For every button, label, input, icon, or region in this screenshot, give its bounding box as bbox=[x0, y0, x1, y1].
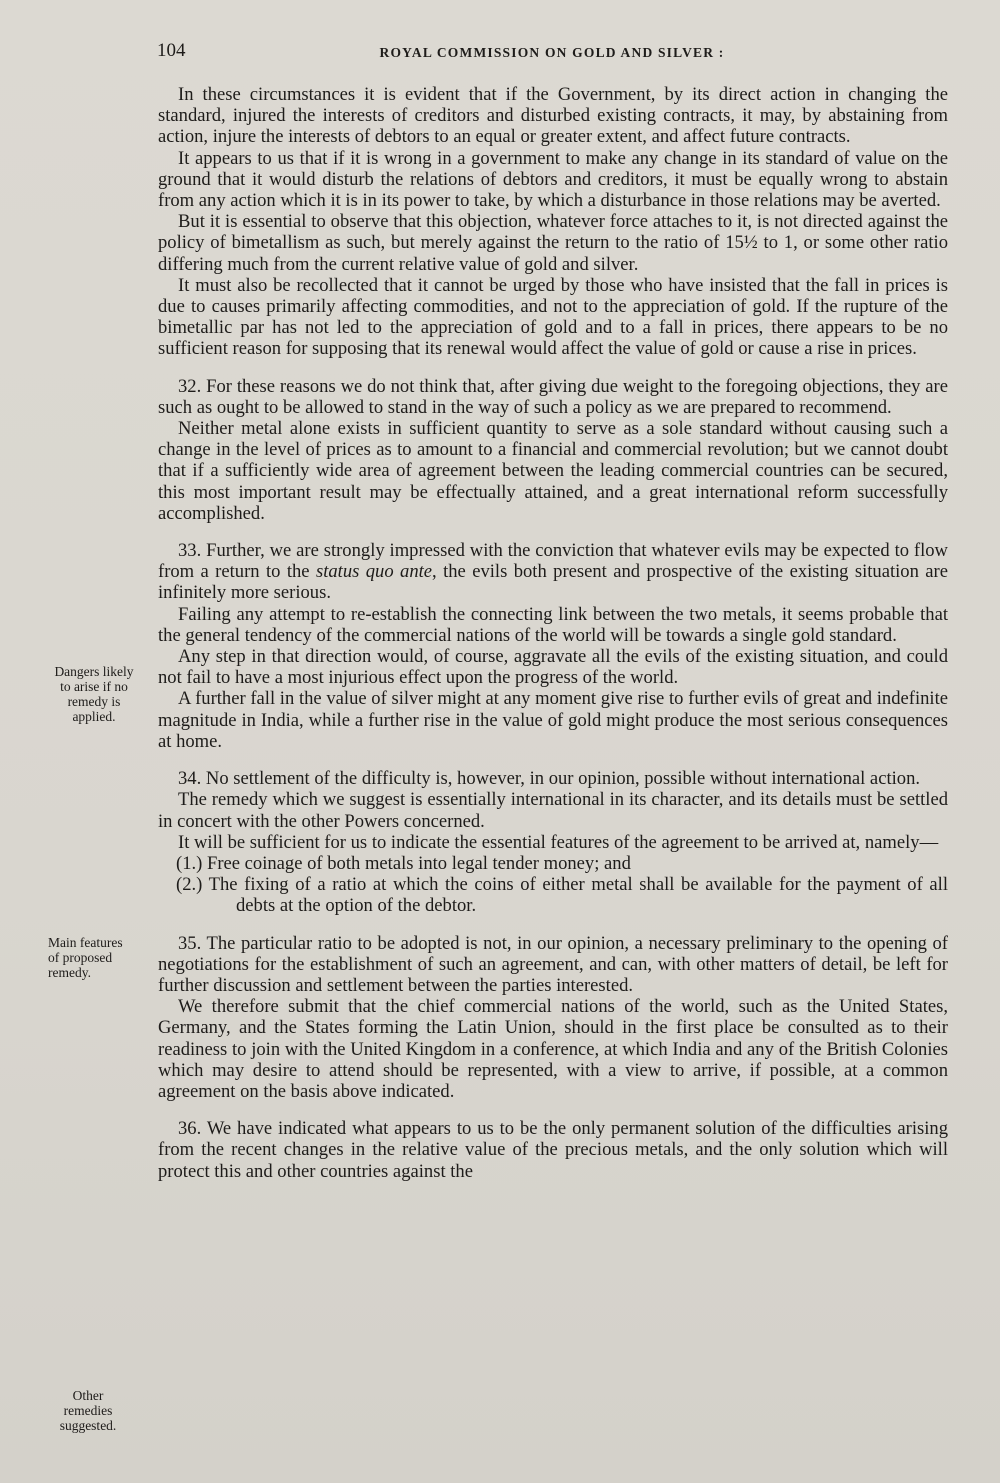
body-text bbox=[158, 84, 948, 1182]
paragraph-text: , the evils both present and prospective of the existing situation are infinitely more serious. bbox=[158, 561, 948, 604]
running-title: ROYAL COMMISSION ON GOLD AND SILVER : bbox=[379, 45, 725, 60]
paragraph-35: 35. The particular ratio to be adopted is not, in our opinion, a necessary preliminary to the opening of negotiations for the establishment of such an agreement, and can, with other matters of detail, be left for further discussion and settlement between the parties interested. bbox=[158, 932, 948, 996]
paragraph-33 bbox=[158, 540, 948, 604]
sidenote-main-features: Main features of proposed remedy. bbox=[48, 935, 123, 980]
list-item: (2.) The fixing of a ratio at which the coins of either metal shall be available for the payment of all debts at the option of the debtor. bbox=[176, 874, 948, 917]
paragraph: It must also be recollected that it cannot be urged by those who have insisted that the fall in prices is due to causes primarily affecting commodities, and not to the appreciation of gold. If the rupture of the bimetallic par has not led to the appreciation of gold and to a fall in prices, there appears to be no sufficient reason for supposing that its renewal would affect the value of gold or cause a rise in prices. bbox=[158, 274, 948, 360]
paragraph: It appears to us that if it is wrong in a government to make any change in its standard of value on the ground that it would disturb the relations of debtors and creditors, it must be equally wrong to abstain from any action which it is in its power to take, by which a disturbance in those relations may be averted. bbox=[158, 147, 948, 212]
paragraph: We therefore submit that the chief commercial nations of the world, such as the United States, Germany, and the States forming the Latin Union, should in the first place be consulted as to their readiness to join with the United Kingdom in a conference, at which India and any of the British Colonies which may desire to attend should be represented, with a view to arrive, if possible, at a common agreement on the basis above indicated. bbox=[158, 996, 948, 1102]
remedy-list bbox=[158, 853, 948, 917]
italic-phrase: status quo ante bbox=[315, 561, 433, 583]
paragraph: A further fall in the value of silver might at any moment give rise to further evils of great and indefinite magnitude in India, while a further rise in the value of gold might produce the most serious consequences at home. bbox=[158, 688, 948, 752]
paragraph-text: 33. Further, we are strongly impressed with the conviction that whatever evils may be expected to flow from a return to the bbox=[158, 540, 948, 583]
sidenote-other-remedies: Other remedies suggested. bbox=[59, 1388, 117, 1433]
sidenote-dangers: Dangers likely to arise if no remedy is applied. bbox=[54, 664, 134, 724]
paragraph: Neither metal alone exists in sufficient quantity to serve as a sole standard without causing such a change in the level of prices as to amount to a financial and commercial revolution; but we cannot doubt that if a sufficiently wide area of agreement between the leading commercial countries can be secured, this most important result may be effectually attained, and a great international reform successfully accomplished. bbox=[158, 418, 948, 524]
list-item: (1.) Free coinage of both metals into legal tender money; and bbox=[176, 852, 631, 874]
paragraph-34: 34. No settlement of the difficulty is, however, in our opinion, possible without international action. bbox=[178, 768, 921, 790]
paragraph: The remedy which we suggest is essentially international in its character, and its details must be settled in concert with the other Powers concerned. bbox=[158, 789, 948, 832]
paragraph: But it is essential to observe that this objection, whatever force attaches to it, is not directed against the policy of bimetallism as such, but merely against the return to the ratio of 15½ to 1, or some other ratio differing much from the current relative value of gold and silver. bbox=[158, 211, 948, 275]
page-header bbox=[157, 40, 947, 64]
paragraph-32: 32. For these reasons we do not think that, after giving due weight to the foregoing objections, they are such as ought to be allowed to stand in the way of such a policy as we are prepared to recommend. bbox=[158, 375, 948, 418]
page-number: 104 bbox=[157, 40, 186, 61]
paragraph: In these circumstances it is evident that if the Government, by its direct action in changing the standard, injured the interests of creditors and disturbed existing contracts, it may, by abstaining from action, injure the interests of debtors to an equal or greater extent, and affect future contracts. bbox=[158, 84, 948, 148]
paragraph-36: 36. We have indicated what appears to us to be the only permanent solution of the difficulties arising from the recent changes in the relative value of the precious metals, and the only solution which will protect this and other countries against the bbox=[158, 1118, 948, 1182]
paragraph: It will be sufficient for us to indicate the essential features of the agreement to be arrived at, namely— bbox=[178, 831, 939, 853]
paragraph: Failing any attempt to re-establish the connecting link between the two metals, it seems probable that the general tendency of the commercial nations of the world will be towards a single gold standard. bbox=[158, 603, 948, 646]
paragraph: Any step in that direction would, of course, aggravate all the evils of the existing situation, and could not fail to have a most injurious effect upon the progress of the world. bbox=[158, 646, 948, 689]
